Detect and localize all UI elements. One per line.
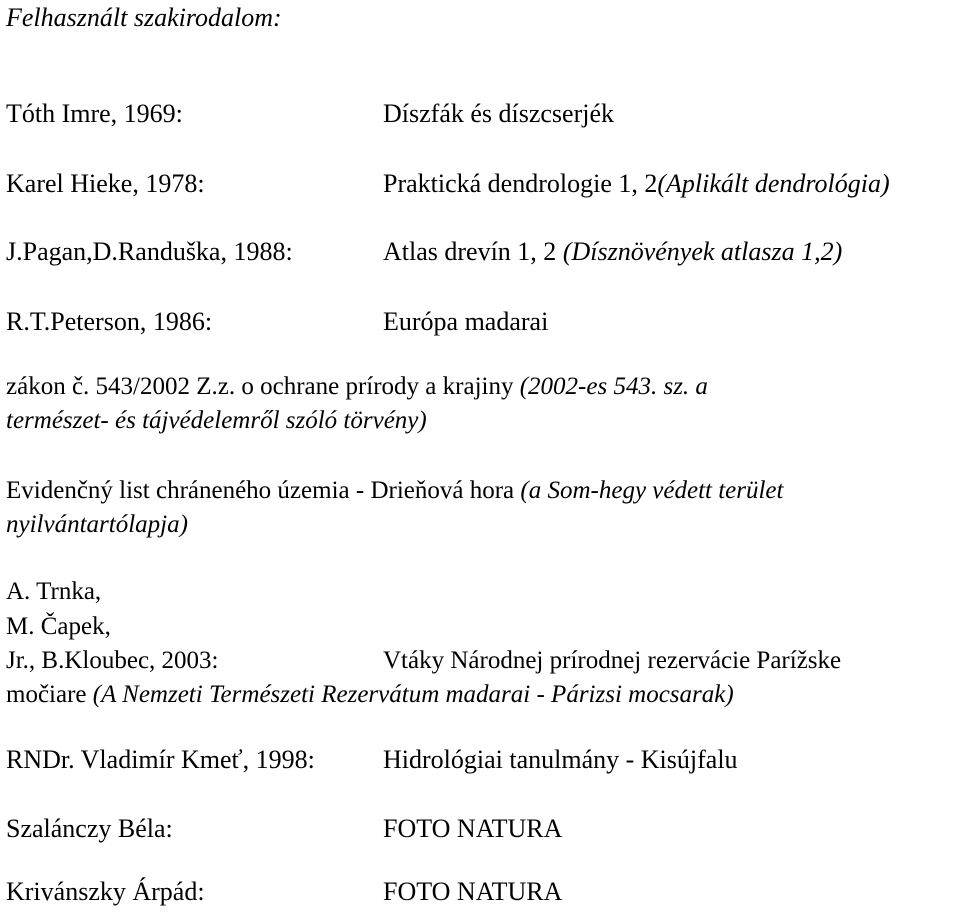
reference-translation: (Dísznövények atlasza 1,2) bbox=[562, 237, 843, 266]
reference-author: Szalánczy Béla: bbox=[6, 814, 173, 843]
reference-title-text: Praktická dendrologie 1, 2 bbox=[383, 169, 658, 198]
reference-title: FOTO NATURA bbox=[383, 814, 563, 843]
reference-author: Karel Hieke, 1978: bbox=[6, 169, 205, 198]
reference-author: M. Čapek, bbox=[6, 613, 111, 640]
reference-title-text: Európa madarai bbox=[383, 307, 549, 336]
reference-author: Tóth Imre, 1969: bbox=[6, 99, 183, 128]
evidencny-translation-cont: nyilvántartólapja) bbox=[6, 511, 188, 538]
law-translation-cont: természet- és tájvédelemről szóló törvény) bbox=[6, 407, 427, 434]
page-title: Felhasznált szakirodalom: bbox=[6, 3, 282, 32]
reference-author: RNDr. Vladimír Kmeť, 1998: bbox=[6, 745, 315, 774]
reference-title-text: močiare bbox=[6, 681, 87, 708]
reference-title-text: Díszfák és díszcserjék bbox=[383, 99, 615, 128]
reference-author: Jr., B.Kloubec, 2003: bbox=[6, 647, 219, 674]
law-line bbox=[6, 372, 708, 402]
reference-author: Krivánszky Árpád: bbox=[6, 877, 205, 906]
reference-author: J.Pagan,D.Randuška, 1988: bbox=[6, 237, 293, 266]
reference-author: A. Trnka, bbox=[6, 578, 102, 605]
reference-title bbox=[383, 306, 548, 337]
evidencny-line bbox=[6, 476, 783, 506]
trnka-title-cont bbox=[6, 680, 734, 710]
reference-title: Vtáky Národnej prírodnej rezervácie Parížske bbox=[383, 647, 842, 674]
reference-translation: (Aplikált dendrológia) bbox=[657, 169, 890, 198]
evidencny-translation: (a Som-hegy védett terület bbox=[520, 477, 784, 504]
reference-author: R.T.Peterson, 1986: bbox=[6, 307, 213, 336]
law-title: zákon č. 543/2002 Z.z. o ochrane prírody a krajiny bbox=[6, 373, 514, 400]
reference-title bbox=[383, 168, 890, 199]
reference-title bbox=[383, 236, 842, 267]
law-translation: (2002-es 543. sz. a bbox=[519, 373, 708, 400]
reference-title-text: Atlas drevín 1, 2 bbox=[383, 237, 557, 266]
reference-title: FOTO NATURA bbox=[383, 877, 563, 906]
reference-title bbox=[383, 98, 614, 129]
reference-translation: (A Nemzeti Természeti Rezervátum madarai - Párizsi mocsarak) bbox=[92, 681, 734, 708]
evidencny-title: Evidenčný list chráneného územia - Drieňová hora bbox=[6, 477, 515, 504]
reference-title: Hidrológiai tanulmány - Kisújfalu bbox=[383, 745, 738, 774]
